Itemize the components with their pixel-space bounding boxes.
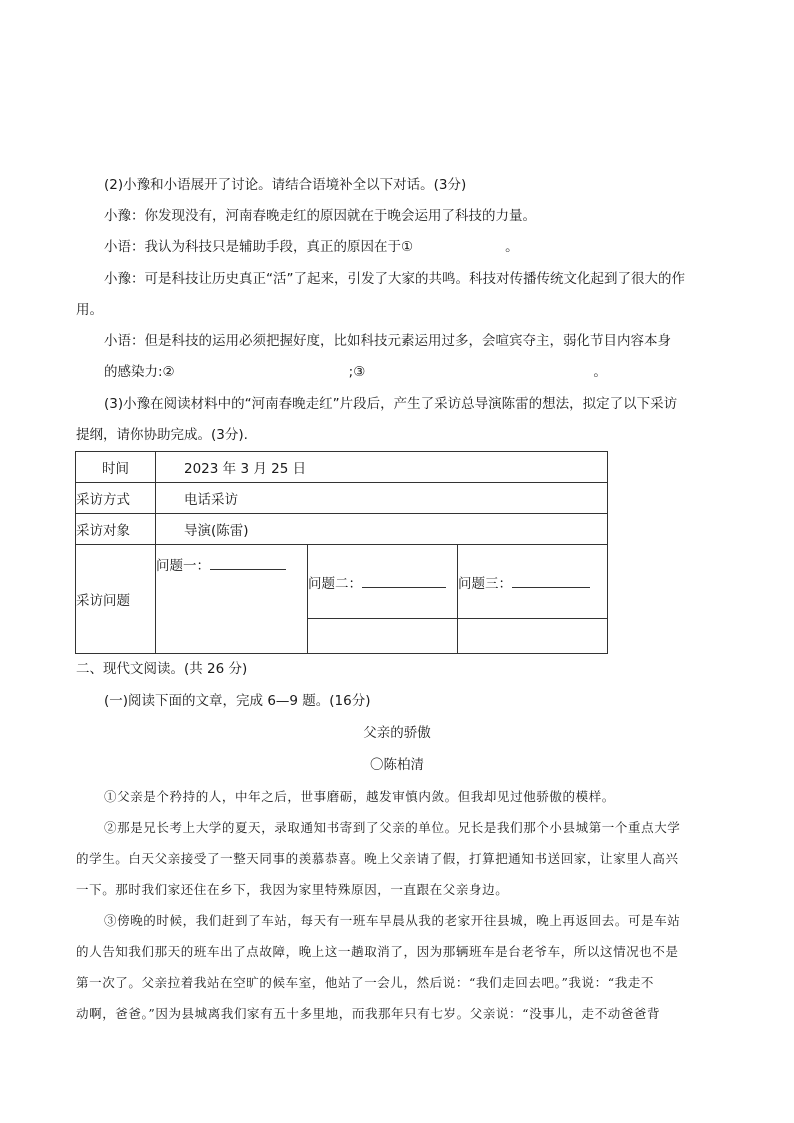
table-row: [76, 483, 608, 514]
dialogue-line-3: 小豫：可是科技让历史真正“活”了起来，引发了大家的共鸣。科技对传播传统文化起到了很大的作: [104, 271, 685, 287]
time-label: 时间: [76, 452, 156, 483]
paragraph-3-line-4: 动啊，爸爸。”因为县城离我们家有五十多里地，而我那年只有七岁。父亲说：“没事儿，走不动爸爸背: [76, 1006, 661, 1021]
q3-line-2: 提纲，请你协助完成。(3分).: [76, 427, 248, 443]
q3-line-1: (3)小豫在阅读材料中的“河南春晚走红”片段后，产生了采访总导演陈雷的想法，拟定了以下采访: [104, 396, 678, 412]
question-one-blank[interactable]: [210, 556, 286, 570]
empty-cell: [458, 619, 608, 654]
section-subheading: (一)阅读下面的文章，完成 6—9 题。(16分): [104, 693, 371, 709]
paragraph-2-line-2: 的学生。白天父亲接受了一整天同事的羡慕恭喜。晚上父亲请了假，打算把通知书送回家，让家里人高兴: [76, 851, 679, 866]
dialogue-line-3-cont: 用。: [76, 302, 103, 318]
q2-title: (2)小豫和小语展开了讨论。请结合语境补全以下对话。(3分): [104, 177, 467, 193]
question-one-cell: [156, 545, 308, 654]
paragraph-3-line-2: 的人告知我们那天的班车出了点故障，晚上这一趟取消了，因为那辆班车是台老爷车，所以这情况也不是: [76, 944, 679, 959]
question-two-label: 问题二：: [308, 575, 362, 592]
section-heading: 二、现代文阅读。(共 26 分): [76, 661, 248, 677]
question-three-blank[interactable]: [512, 574, 590, 588]
dialogue-line-4-cont: [104, 363, 607, 381]
paragraph-3-line-1: ③傍晚的时候，我们赶到了车站，每天有一班车早晨从我的老家开往县城，晚上再返回去。可是车站: [104, 913, 681, 928]
blank-3-label: ;③: [348, 364, 366, 380]
empty-cell: [308, 619, 458, 654]
article-author: 〇陈柏清: [370, 757, 424, 773]
paragraph-3-line-3: 第一次了。父亲拉着我站在空旷的候车室，他站了一会儿，然后说：“我们走回去吧。”我说：“我走不: [76, 975, 655, 990]
article-title: 父亲的骄傲: [363, 725, 431, 741]
dialogue-line-2-end: 。: [505, 239, 519, 255]
time-value: 2023 年 3 月 25 日: [156, 452, 608, 483]
dialogue-line-4: 小语：但是科技的运用必须把握好度，比如科技元素运用过多，会喧宾夺主，弱化节目内容本身: [104, 333, 671, 349]
question-two-blank[interactable]: [362, 574, 446, 588]
interviewee-value: 导演(陈雷): [156, 514, 608, 545]
question-one-label: 问题一：: [156, 558, 210, 574]
questions-label: 采访问题: [76, 545, 156, 654]
table-row: [76, 545, 608, 619]
interview-outline-table: [75, 451, 608, 654]
paragraph-2-line-3: 一下。那时我们家还住在乡下，我因为家里特殊原因，一直跟在父亲身边。: [76, 882, 509, 897]
method-value: 电话采访: [156, 483, 608, 514]
table-row: [76, 452, 608, 483]
question-three-label: 问题三：: [458, 575, 512, 592]
question-three-cell: [458, 545, 608, 619]
method-label: 采访方式: [76, 483, 156, 514]
dialogue-line-4-end: 。: [593, 364, 607, 380]
question-two-cell: [308, 545, 458, 619]
dialogue-line-2-text: 小语：我认为科技只是辅助手段，真正的原因在于①: [104, 239, 414, 255]
interviewee-label: 采访对象: [76, 514, 156, 545]
dialogue-line-2: [104, 238, 519, 256]
table-row: [76, 514, 608, 545]
blank-2-label: 的感染力:②: [104, 364, 175, 380]
paragraph-2-line-1: ②那是兄长考上大学的夏天，录取通知书寄到了父亲的单位。兄长是我们那个小县城第一个重点大学: [104, 820, 681, 835]
dialogue-line-1: 小豫：你发现没有，河南春晚走红的原因就在于晚会运用了科技的力量。: [104, 208, 536, 224]
paragraph-1: ①父亲是个矜持的人，中年之后，世事磨砺，越发审慎内敛。但我却见过他骄傲的模样。: [104, 789, 615, 804]
